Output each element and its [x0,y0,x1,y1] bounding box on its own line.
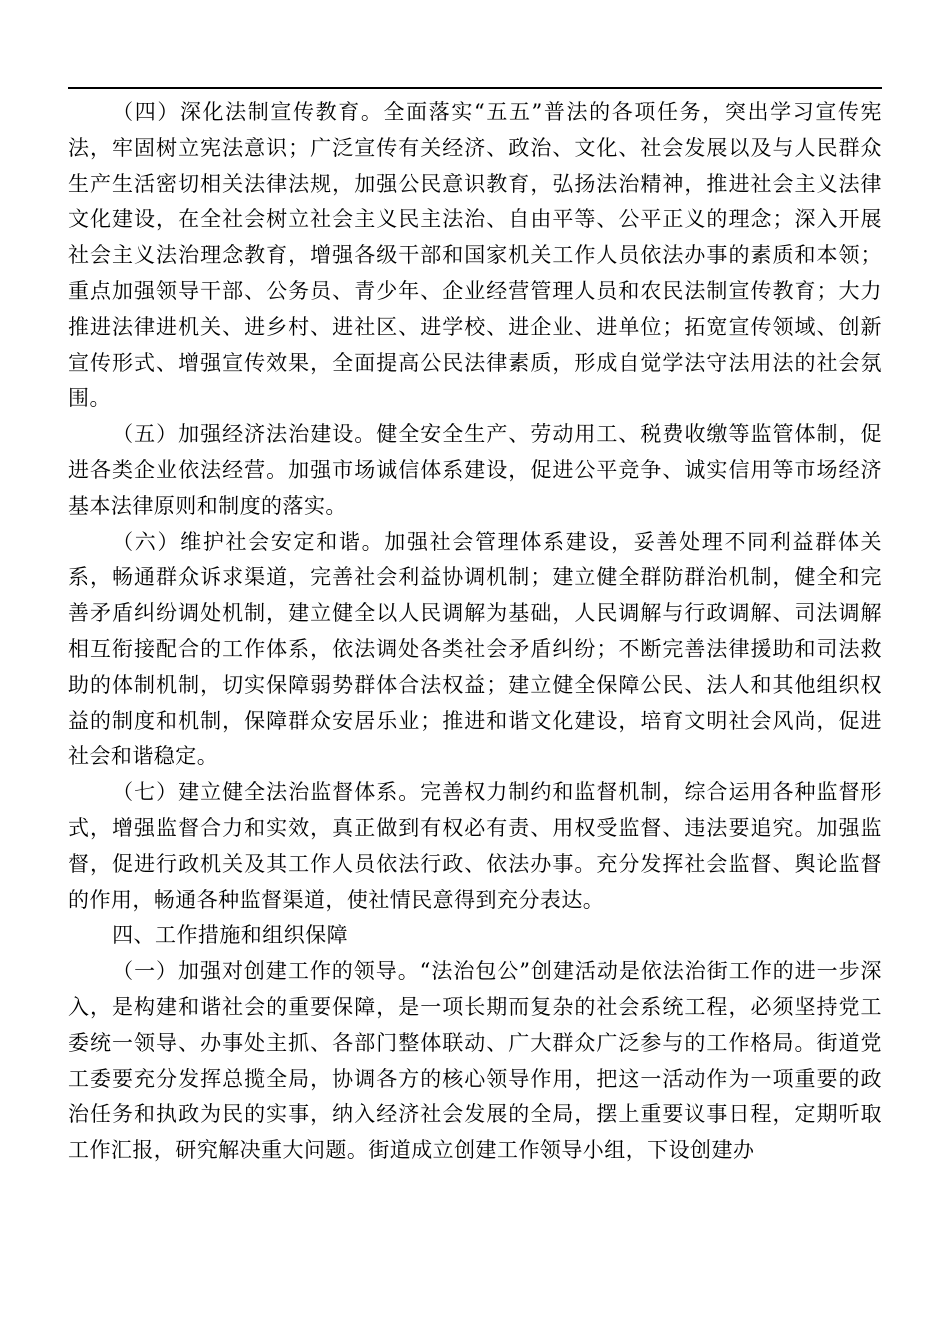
paragraph-leadership: （一）加强对创建工作的领导。“法治包公”创建活动是依法治街工作的进一步深入，是构建和谐社会的重要保障，是一项长期而复杂的社会系统工程，必须坚持党工委统一领导、办事处主抓、各部门整体联动、广大群众广泛参与的工作格局。街道党工委要充分发挥总揽全局，协调各方的核心领导作用，把这一活动作为一项重要的政治任务和执政为民的实事，纳入经济社会发展的全局，摆上重要议事日程，定期听取工作汇报，研究解决重大问题。街道成立创建工作领导小组，下设创建办 [68,959,882,1163]
document-body [68,95,882,1169]
paragraph-social-stability: （六）维护社会安定和谐。加强社会管理体系建设，妥善处理不同利益群体关系，畅通群众诉求渠道，完善社会利益协调机制；建立健全群防群治机制，健全和完善矛盾纠纷调处机制，建立健全以人民调解为基础，人民调解与行政调解、司法调解相互衔接配合的工作体系，依法调处各类社会矛盾纠纷；不断完善法律援助和司法救助的体制机制，切实保障弱势群体合法权益；建立健全保障公民、法人和其他组织权益的制度和机制，保障群众安居乐业；推进和谐文化建设，培育文明社会风尚，促进社会和谐稳定。 [68,529,882,769]
section-heading-measures: 四、工作措施和组织保障 [112,923,349,948]
header-rule [68,87,882,89]
paragraph-economic-rule-of-law: （五）加强经济法治建设。健全安全生产、劳动用工、税费收缴等监管体制，促进各类企业依法经营。加强市场诚信体系建设，促进公平竞争、诚实信用等市场经济基本法律原则和制度的落实。 [68,422,882,518]
paragraph-deepen-legal-education: （四）深化法制宣传教育。全面落实“五五”普法的各项任务，突出学习宣传宪法，牢固树立宪法意识；广泛宣传有关经济、政治、文化、社会发展以及与人民群众生产生活密切相关法律法规，加强公民意识教育，弘扬法治精神，推进社会主义法律文化建设，在全社会树立社会主义民主法治、自由平等、公平正义的理念；深入开展社会主义法治理念教育，增强各级干部和国家机关工作人员依法办事的素质和本领；重点加强领导干部、公务员、青少年、企业经营管理人员和农民法制宣传教育；大力推进法律进机关、进乡村、进社区、进学校、进企业、进单位；拓宽宣传领域、创新宣传形式、增强宣传效果，全面提高公民法律素质，形成自觉学法守法用法的社会氛围。 [68,100,882,411]
paragraph-supervision-system: （七）建立健全法治监督体系。完善权力制约和监督机制，综合运用各种监督形式，增强监督合力和实效，真正做到有权必有责、用权受监督、违法要追究。加强监督，促进行政机关及其工作人员依法行政、依法办事。充分发挥社会监督、舆论监督的作用，畅通各种监督渠道，使社情民意得到充分表达。 [68,780,882,912]
